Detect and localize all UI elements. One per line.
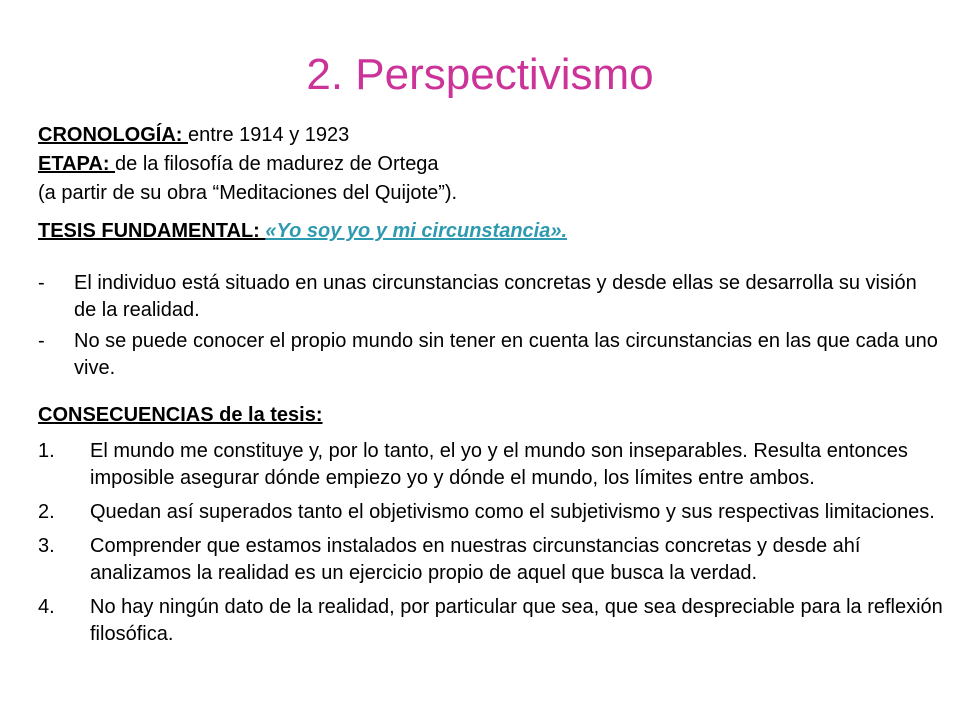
consecuencias-heading: CONSECUENCIAS de la tesis:: [38, 404, 323, 426]
list-item: [38, 270, 938, 324]
dash-marker: -: [38, 330, 45, 352]
list-item: [38, 533, 948, 587]
list-item: [38, 438, 948, 492]
consecuencia-text: Comprender que estamos instalados en nuestras circunstancias concretas y desde ahí analizamos la realidad es un ejercicio propio de aquel que busca la verdad.: [90, 535, 861, 584]
cronologia-line: [38, 122, 349, 149]
etapa-text: de la filosofía de madurez de Ortega: [115, 153, 439, 175]
list-item: [38, 499, 948, 526]
consecuencia-text: El mundo me constituye y, por lo tanto, el yo y el mundo son inseparables. Resulta entonces imposible asegurar dónde empiezo yo y dónde el mundo, los límites entre ambos.: [90, 440, 908, 489]
number-marker: 1.: [38, 440, 55, 462]
number-marker: 3.: [38, 535, 55, 557]
bullet-list: [38, 270, 938, 386]
number-marker: 4.: [38, 596, 55, 618]
cronologia-label: CRONOLOGÍA:: [38, 124, 188, 146]
bullet-text: No se puede conocer el propio mundo sin tener en cuenta las circunstancias en las que cada uno vive.: [74, 330, 938, 379]
dash-marker: -: [38, 272, 45, 294]
tesis-quote: «Yo soy yo y mi circunstancia».: [265, 220, 568, 242]
list-item: [38, 328, 938, 382]
number-marker: 2.: [38, 501, 55, 523]
etapa-label: ETAPA:: [38, 153, 116, 175]
slide-title: 2. Perspectivismo: [306, 50, 654, 99]
list-item: [38, 594, 948, 648]
consecuencia-text: No hay ningún dato de la realidad, por particular que sea, que sea despreciable para la reflexión filosófica.: [90, 596, 943, 645]
tesis-label: TESIS FUNDAMENTAL:: [38, 220, 266, 242]
obra-line: (a partir de su obra “Meditaciones del Quijote”).: [38, 182, 458, 204]
consecuencia-text: Quedan así superados tanto el objetivismo como el subjetivismo y sus respectivas limitaciones.: [90, 501, 935, 523]
consecuencias-list: [38, 438, 948, 655]
etapa-line: [38, 151, 439, 178]
tesis-line: [38, 218, 567, 245]
bullet-text: El individuo está situado en unas circunstancias concretas y desde ellas se desarrolla su visión de la realidad.: [74, 272, 917, 321]
cronologia-text: entre 1914 y 1923: [188, 124, 350, 146]
